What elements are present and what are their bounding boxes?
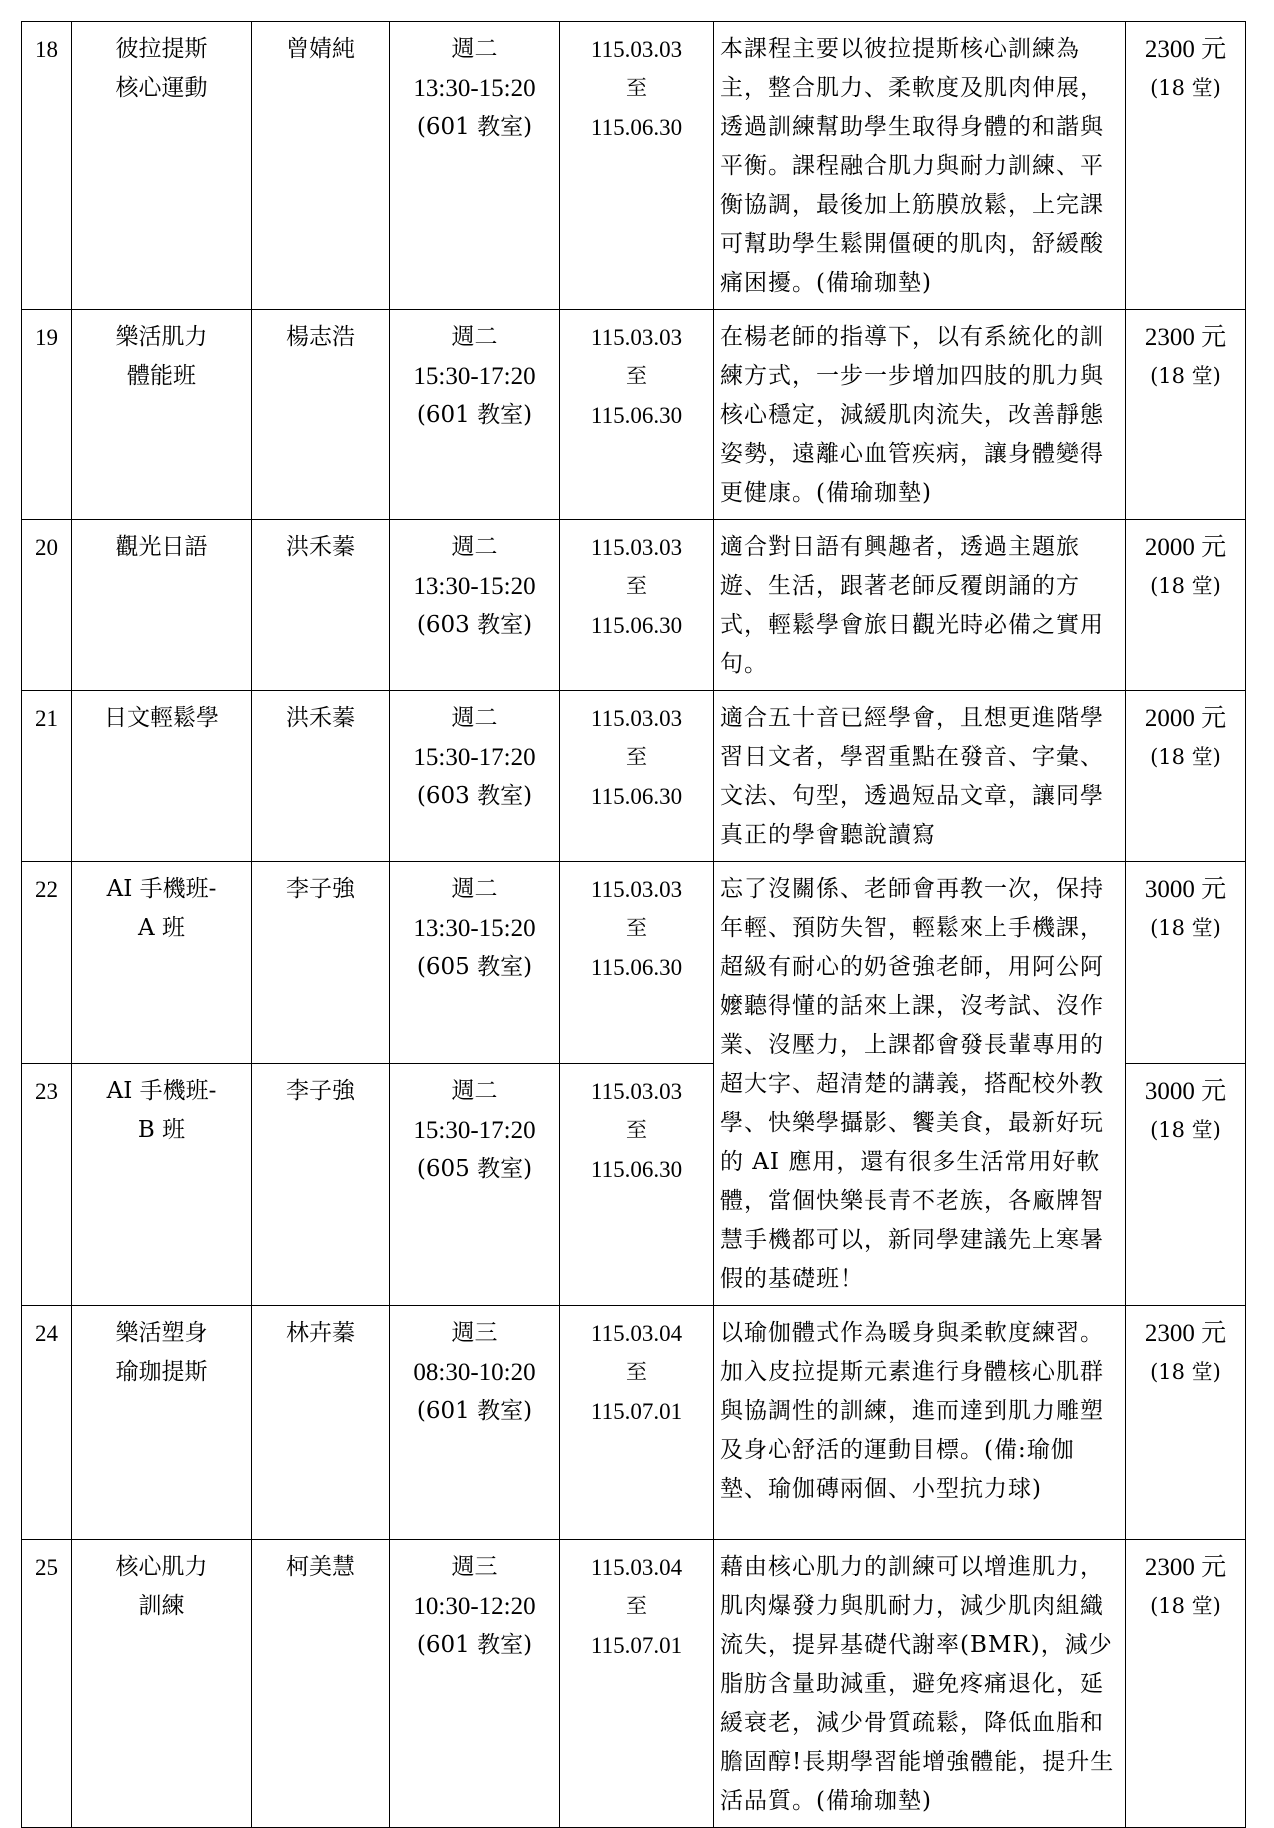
course-name <box>72 22 252 310</box>
row-number: 18 <box>22 22 72 310</box>
date-range <box>560 862 714 1064</box>
classroom: (601 教室) <box>416 114 533 140</box>
description-text: 本課程主要以彼拉提斯核心訓練為主，整合肌力、柔軟度及肌肉伸展，透過訓練幫助學生取得身體的和諧與平衡。課程融合肌力與耐力訓練、平衡協調，最後加上筋膜放鬆，上完課可幫助學生鬆開僵硬的肌肉，舒緩酸痛困擾。(備瑜珈墊) <box>720 36 1104 296</box>
classroom: (605 教室) <box>416 1156 533 1183</box>
fee-amount: 2300 元 <box>1144 1320 1227 1347</box>
course-description <box>714 310 1126 520</box>
weekday: 週三 <box>451 1554 498 1580</box>
fee-amount: 2300 元 <box>1144 1554 1227 1581</box>
classroom: (603 教室) <box>416 783 533 809</box>
fee <box>1126 22 1246 310</box>
row-number: 25 <box>22 1540 72 1828</box>
weekday: 週三 <box>451 1320 498 1346</box>
teacher: 洪禾蓁 <box>252 691 390 862</box>
schedule <box>390 520 560 691</box>
date-range <box>560 1540 714 1828</box>
row-number: 19 <box>22 310 72 520</box>
course-name <box>72 1064 252 1306</box>
weekday: 週二 <box>451 36 498 62</box>
fee-amount: 3000 元 <box>1144 1078 1227 1106</box>
course-description <box>714 1306 1126 1540</box>
session-count: (18 堂) <box>1150 916 1221 940</box>
fee-amount: 2000 元 <box>1144 705 1227 732</box>
session-count: (18 堂) <box>1150 745 1221 769</box>
end-date: 115.06.30 <box>590 1157 683 1183</box>
description-text: 適合五十音已經學會，且想更進階學習日文者，學習重點在發音、字彙、文法、句型，透過短品文章，讓同學真正的學會聽說讀寫 <box>720 705 1104 848</box>
schedule <box>390 691 560 862</box>
description-text: 藉由核心肌力的訓練可以增進肌力，肌肉爆發力與肌耐力，減少肌肉組織流失，提昇基礎代謝率(BMR)，減少脂肪含量助減重，避免疼痛退化，延緩衰老，減少骨質疏鬆，降低血脂和膽固醇!長期學習能增強體能，提升生活品質。(備瑜珈墊) <box>720 1554 1115 1814</box>
teacher: 曾婧純 <box>252 22 390 310</box>
course-description <box>714 1540 1126 1828</box>
course-description <box>714 862 1126 1306</box>
time-range: 13:30-15:20 <box>413 573 536 600</box>
schedule <box>390 310 560 520</box>
row-number: 21 <box>22 691 72 862</box>
description-text: 在楊老師的指導下，以有系統化的訓練方式，一步一步增加四肢的肌力與核心穩定，減緩肌肉流失，改善靜態姿勢，遠離心血管疾病，讓身體變得更健康。(備瑜珈墊) <box>720 324 1104 506</box>
description-text: 以瑜伽體式作為暖身與柔軟度練習。加入皮拉提斯元素進行身體核心肌群與協調性的訓練，進而達到肌力雕塑及身心舒活的運動目標。(備:瑜伽墊、瑜伽磚兩個、小型抗力球) <box>720 1320 1104 1502</box>
description-text: 忘了沒關係、老師會再教一次，保持年輕、預防失智，輕鬆來上手機課，超級有耐心的奶爸強老師，用阿公阿嬤聽得懂的話來上課，沒考試、沒作業、沒壓力，上課都會發長輩專用的超大字、超清楚的講義，搭配校外教學、快樂學攝影、饗美食，最新好玩的 AI 應用，還有很多生活常用好軟體，當個快樂長青不老族，各廠牌智慧手機都可以，新同學建議先上寒暑假的基礎班！ <box>720 876 1104 1292</box>
end-date: 115.06.30 <box>590 613 683 638</box>
time-range: 15:30-17:20 <box>413 1117 536 1145</box>
weekday: 週二 <box>451 705 498 731</box>
fee <box>1126 1540 1246 1828</box>
course-name <box>72 520 252 691</box>
date-range <box>560 691 714 862</box>
course-name-line2: 瑜珈提斯 <box>115 1359 208 1385</box>
date-to: 至 <box>626 1118 647 1143</box>
start-date: 115.03.03 <box>590 325 683 350</box>
course-table <box>21 21 1246 1828</box>
row-number: 20 <box>22 520 72 691</box>
teacher: 李子強 <box>252 1064 390 1306</box>
session-count: (18 堂) <box>1150 364 1221 388</box>
weekday: 週二 <box>451 1078 498 1105</box>
course-description <box>714 520 1126 691</box>
date-to: 至 <box>626 364 647 388</box>
teacher: 柯美慧 <box>252 1540 390 1828</box>
classroom: (601 教室) <box>416 402 533 428</box>
date-range <box>560 520 714 691</box>
classroom: (605 教室) <box>416 954 533 980</box>
course-description <box>714 691 1126 862</box>
table-row <box>22 1540 1246 1828</box>
weekday: 週二 <box>451 534 498 560</box>
course-name <box>72 1540 252 1828</box>
teacher: 洪禾蓁 <box>252 520 390 691</box>
start-date: 115.03.03 <box>590 37 683 62</box>
course-name <box>72 862 252 1064</box>
schedule <box>390 1064 560 1306</box>
start-date: 115.03.03 <box>590 877 683 902</box>
course-name-line1: 核心肌力 <box>115 1554 208 1580</box>
course-name-line1: 樂活塑身 <box>115 1320 208 1346</box>
teacher: 楊志浩 <box>252 310 390 520</box>
time-range: 08:30-10:20 <box>413 1359 536 1386</box>
course-name-line2: 核心運動 <box>115 75 208 101</box>
session-count: (18 堂) <box>1150 1360 1221 1384</box>
table-row <box>22 22 1246 310</box>
date-to: 至 <box>626 1594 647 1618</box>
date-to: 至 <box>626 1360 647 1384</box>
schedule <box>390 862 560 1064</box>
schedule <box>390 1540 560 1828</box>
course-name-line2: A 班 <box>138 915 185 941</box>
date-range <box>560 22 714 310</box>
row-number: 24 <box>22 1306 72 1540</box>
row-number: 22 <box>22 862 72 1064</box>
classroom: (601 教室) <box>416 1632 533 1658</box>
course-name-line1: AI 手機班- <box>106 876 217 902</box>
session-count: (18 堂) <box>1150 1118 1221 1143</box>
session-count: (18 堂) <box>1150 574 1221 598</box>
teacher: 李子強 <box>252 862 390 1064</box>
fee <box>1126 520 1246 691</box>
time-range: 13:30-15:20 <box>413 915 536 942</box>
course-name <box>72 1306 252 1540</box>
fee <box>1126 1306 1246 1540</box>
fee-amount: 3000 元 <box>1144 876 1227 903</box>
date-to: 至 <box>626 574 647 598</box>
fee-amount: 2300 元 <box>1144 36 1227 63</box>
time-range: 15:30-17:20 <box>413 744 536 771</box>
time-range: 15:30-17:20 <box>413 363 536 390</box>
start-date: 115.03.03 <box>590 706 683 731</box>
date-to: 至 <box>626 76 647 100</box>
fee-amount: 2300 元 <box>1144 324 1227 351</box>
table-row <box>22 862 1246 1064</box>
session-count: (18 堂) <box>1150 76 1221 100</box>
end-date: 115.06.30 <box>590 784 683 809</box>
classroom: (603 教室) <box>416 612 533 638</box>
course-name <box>72 310 252 520</box>
weekday: 週二 <box>451 876 498 902</box>
end-date: 115.07.01 <box>590 1633 683 1658</box>
classroom: (601 教室) <box>416 1398 533 1424</box>
end-date: 115.06.30 <box>590 403 683 428</box>
course-name-line2: 體能班 <box>127 363 196 389</box>
date-range <box>560 1306 714 1540</box>
course-name-line2: B 班 <box>137 1117 186 1144</box>
table-row <box>22 310 1246 520</box>
course-description <box>714 22 1126 310</box>
fee-amount: 2000 元 <box>1144 534 1227 561</box>
date-to: 至 <box>626 745 647 769</box>
time-range: 13:30-15:20 <box>413 75 536 102</box>
row-number: 23 <box>22 1064 72 1306</box>
start-date: 115.03.04 <box>590 1321 683 1346</box>
course-name-line1: 觀光日語 <box>115 534 208 560</box>
end-date: 115.06.30 <box>590 955 683 980</box>
start-date: 115.03.03 <box>590 1079 683 1105</box>
start-date: 115.03.03 <box>590 535 683 560</box>
fee <box>1126 1064 1246 1306</box>
course-name-line1: 日文輕鬆學 <box>104 705 219 731</box>
teacher: 林卉蓁 <box>252 1306 390 1540</box>
course-name-line2: 訓練 <box>138 1593 185 1619</box>
time-range: 10:30-12:20 <box>413 1593 536 1620</box>
course-name-line1: AI 手機班- <box>106 1078 217 1105</box>
table-row <box>22 520 1246 691</box>
start-date: 115.03.04 <box>590 1555 683 1580</box>
table-row <box>22 691 1246 862</box>
description-text: 適合對日語有興趣者，透過主題旅遊、生活，跟著老師反覆朗誦的方式，輕鬆學會旅日觀光時必備之實用句。 <box>720 534 1104 677</box>
course-name-line1: 彼拉提斯 <box>115 36 208 62</box>
end-date: 115.06.30 <box>590 115 683 140</box>
end-date: 115.07.01 <box>590 1399 683 1424</box>
schedule <box>390 1306 560 1540</box>
date-range <box>560 1064 714 1306</box>
fee <box>1126 691 1246 862</box>
weekday: 週二 <box>451 324 498 350</box>
table-row <box>22 1306 1246 1540</box>
schedule <box>390 22 560 310</box>
fee <box>1126 862 1246 1064</box>
course-name-line1: 樂活肌力 <box>115 324 208 350</box>
fee <box>1126 310 1246 520</box>
date-range <box>560 310 714 520</box>
session-count: (18 堂) <box>1150 1594 1221 1618</box>
date-to: 至 <box>626 916 647 940</box>
course-name <box>72 691 252 862</box>
